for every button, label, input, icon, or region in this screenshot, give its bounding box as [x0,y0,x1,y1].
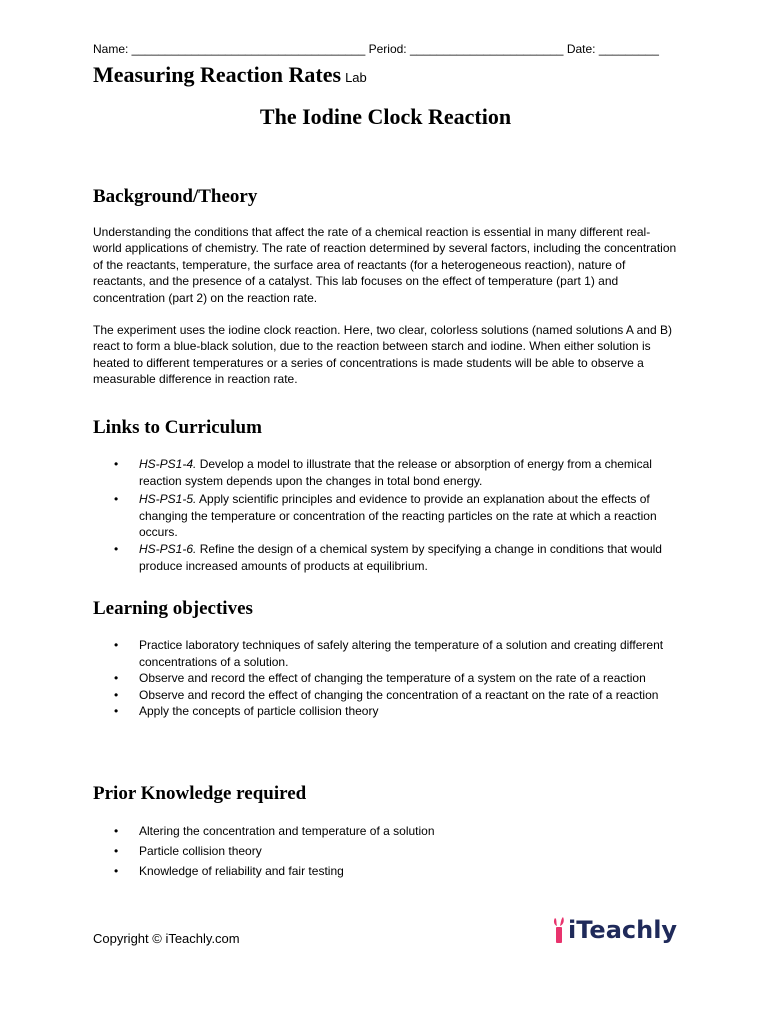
standard-text: Develop a model to illustrate that the release or absorption of energy from a chemical reaction system depends upon the changes in total bond energy. [139,457,652,488]
objectives-heading: Learning objectives [93,598,253,619]
bullet-icon: • [114,864,119,878]
prior-knowledge-heading: Prior Knowledge required [93,783,307,804]
list-item [93,841,678,861]
prior-knowledge-text: Knowledge of reliability and fair testing [139,864,344,878]
background-paragraph-1: Understanding the conditions that affect the rate of a chemical reaction is essential in many different real-world applications of chemistry. The rate of reaction determined by several factors, including the concentration of the reactants, temperature, the surface area of reactants (for a heterogeneous reaction), nature of reactants, and the presence of a catalyst. This lab focuses on the effect of temperature (part 1) and concentration (part 2) on the reaction rate. [93,225,677,305]
objective-text: Observe and record the effect of changing the temperature of a system on the rate of a reaction [139,671,646,686]
objectives-list [93,637,678,720]
date-field-label: Date: _________ [566,42,659,56]
list-item [93,687,678,704]
standard-code: HS-PS1-6. [139,541,197,556]
standard-text: Refine the design of a chemical system by specifying a change in conditions that would produce increased amounts of products at equilibrium. [139,541,662,573]
bullet-icon: • [114,638,119,652]
period-field-label: Period: _______________________ [368,42,564,56]
standard-text: Apply scientific principles and evidence to provide an explanation about the effects of changing the temperature or concentration of the reacting particles on the rate at which a reaction occurs. [139,492,657,540]
bullet-icon: • [114,844,119,858]
bullet-icon: • [114,824,119,838]
document-title [93,62,367,88]
standard-code: HS-PS1-4. [139,457,197,471]
list-item [93,703,678,720]
document-title-text: Measuring Reaction Rates [93,62,342,87]
prior-knowledge-text: Particle collision theory [139,844,262,858]
prior-knowledge-list [93,821,678,881]
standard-code: HS-PS1-5. [139,492,197,507]
name-field-label: Name: ___________________________________ [93,42,366,56]
background-heading: Background/Theory [93,186,258,207]
prior-knowledge-text: Altering the concentration and temperature of a solution [139,824,435,838]
curriculum-list [93,456,678,577]
list-item [93,861,678,881]
list-item [93,456,678,489]
objective-text: Apply the concepts of particle collision theory [139,704,379,719]
copyright-notice: Copyright © iTeachly.com [93,931,240,946]
document-subtitle: The Iodine Clock Reaction [259,104,512,129]
iteachly-logo [551,916,677,944]
list-item [93,637,678,670]
list-item [93,541,678,574]
bullet-icon: • [114,492,119,507]
objective-text: Observe and record the effect of changing the concentration of a reactant on the rate of a reaction [139,687,659,702]
background-paragraph-2: The experiment uses the iodine clock reaction. Here, two clear, colorless solutions (named solutions A and B) react to form a blue-black solution, due to the reaction between starch and iodine. When either solution is heated to different temperatures or a series of concentrations is made students will be able to observe a measurable difference in reaction rate. [93,323,672,387]
list-item [93,821,678,841]
bullet-icon: • [114,457,119,471]
document-title-suffix: Lab [345,70,367,85]
bullet-icon: • [114,671,119,686]
list-item [93,491,678,541]
student-info-line [93,42,678,56]
list-item [93,670,678,687]
curriculum-heading: Links to Curriculum [93,417,262,438]
bunny-i-logo-icon [551,916,567,944]
bullet-icon: • [114,687,119,702]
bullet-icon: • [114,541,119,556]
objective-text: Practice laboratory techniques of safely altering the temperature of a solution and creating different concentrations of a solution. [139,638,664,669]
bullet-icon: • [114,704,119,719]
logo-wordmark: iTeachly [568,916,678,944]
